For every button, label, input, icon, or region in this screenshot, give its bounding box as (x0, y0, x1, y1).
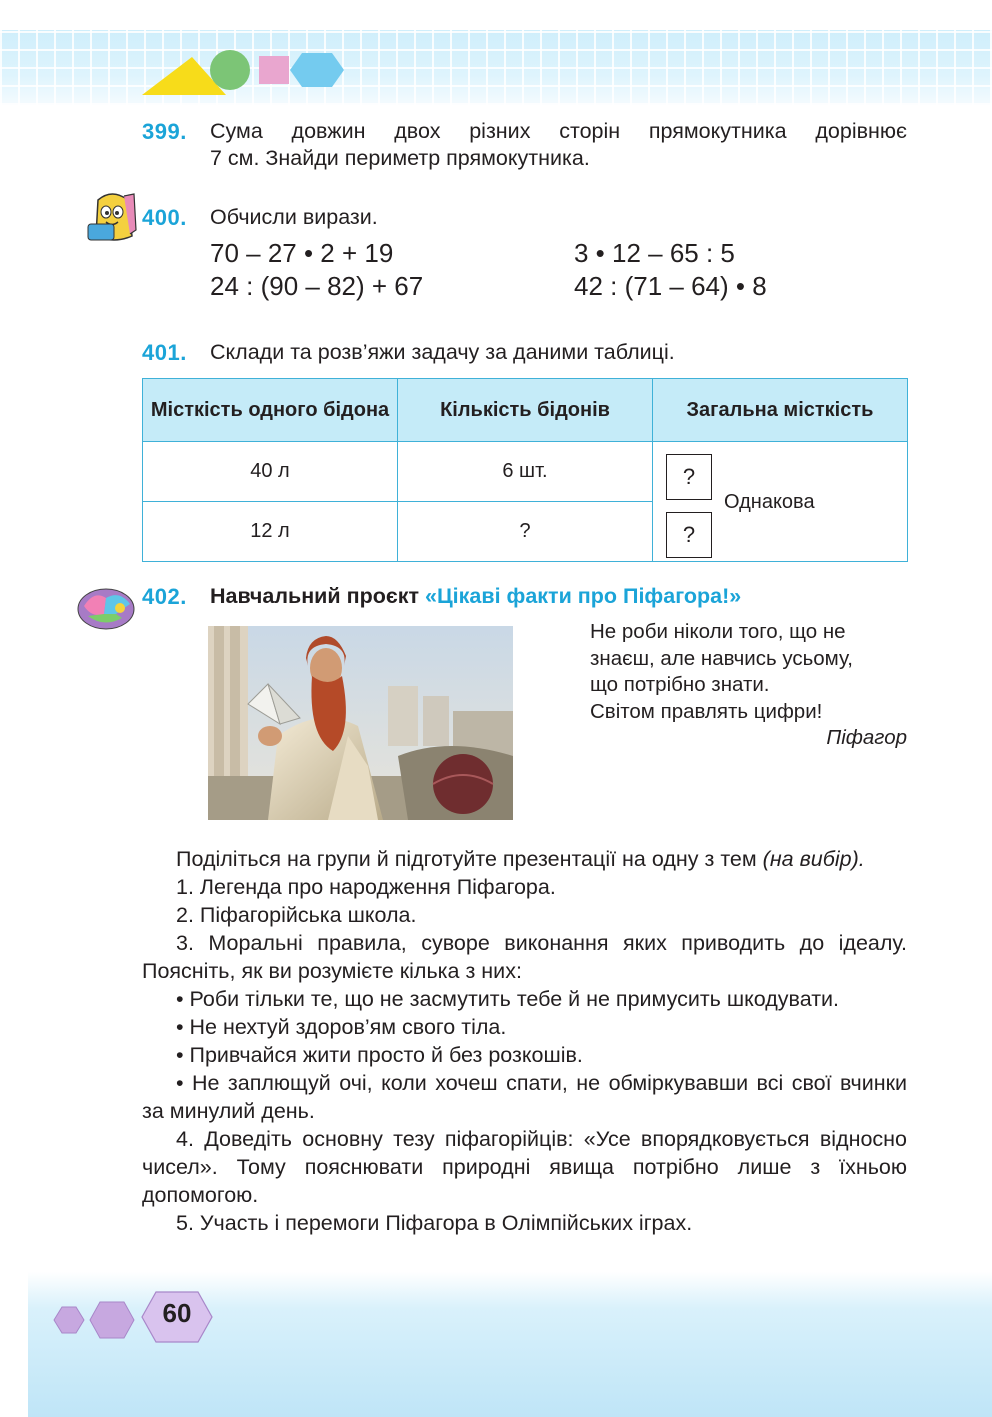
table-header-row (143, 379, 908, 442)
hexagon-page-marker (90, 1302, 134, 1338)
quote-block (590, 619, 853, 725)
total-note: Однакова (724, 491, 815, 513)
backpack-mascot-icon (84, 190, 140, 246)
unknown-box-2: ? (666, 512, 712, 558)
header-capacity: Місткість одного бідона (143, 379, 398, 442)
quote-line-1: Не роби ніколи того, що не (590, 620, 846, 643)
hexagon-shape (290, 53, 344, 87)
task-number-401: 401. (142, 340, 187, 365)
task-number-402: 402. (142, 584, 187, 609)
task-401-text: Склади та розв’яжи задачу за даними таблиці. (210, 340, 675, 364)
circle-shape (210, 50, 250, 90)
header-count: Кількість бідонів (398, 379, 653, 442)
topic-3: 3. Моральні правила, суворе виконання яких приводить до ідеалу. Поясніть, як ви розумієте кілька з них: (142, 931, 907, 983)
intro-paragraph (142, 845, 907, 873)
intro-italic: (на вибір). (762, 847, 865, 871)
cell-total (653, 442, 908, 562)
expression-4: 42 : (71 – 64) • 8 (574, 271, 767, 301)
task-number-399: 399. (142, 119, 187, 144)
cell-count-1: 6 шт. (398, 442, 653, 502)
project-label: Навчальний проєкт (210, 584, 420, 608)
data-table (142, 378, 908, 562)
header-total: Загальна місткість (653, 379, 908, 442)
header-shapes (140, 45, 350, 97)
expression-1: 70 – 27 • 2 + 19 (210, 238, 394, 268)
cell-capacity-2: 12 л (143, 502, 398, 562)
quote-line-3: що потрібно знати. (590, 673, 770, 696)
project-body (142, 845, 907, 1237)
pythagoras-illustration (208, 626, 513, 820)
topic-4: 4. Доведіть основну тезу піфагорійців: «Усе впорядковується відносно чисел». Тому пояснювати природні явища потрібно лише з їхньою допомогою. (142, 1127, 907, 1207)
task-399-line2: 7 см. Знайди периметр прямокутника. (210, 146, 590, 170)
task-number-400: 400. (142, 205, 187, 230)
task-399-line1: Сума довжин двох різних сторін прямокутника дорівнює (210, 119, 907, 143)
intro-text: Поділіться на групи й підготуйте презентації на одну з тем (176, 847, 757, 871)
task-402-title (210, 584, 741, 609)
expression-2: 3 • 12 – 65 : 5 (574, 238, 735, 268)
expression-3: 24 : (90 – 82) + 67 (210, 271, 424, 301)
rule-bullet-4: • Не заплющуй очі, коли хочеш спати, не обміркувавши всі свої вчинки за минулий день. (142, 1071, 907, 1123)
page-number: 60 (162, 1298, 192, 1328)
quote-author: Піфагор (826, 726, 907, 749)
project-name: «Цікаві факти про Піфагора!» (425, 584, 742, 608)
rule-bullet-2: • Не нехтуй здоров’ям свого тіла. (176, 1015, 507, 1039)
quote-line-4: Світом правлять цифри! (590, 699, 823, 723)
puzzle-icon (76, 584, 136, 634)
topic-5: 5. Участь і перемоги Піфагора в Олімпійських іграх. (176, 1211, 693, 1235)
task-400-text: Обчисли вирази. (210, 205, 378, 229)
quote-line-2: знаєш, але навчись усьому, (590, 646, 853, 670)
unknown-box-1: ? (666, 454, 712, 500)
topic-2: 2. Піфагорійська школа. (176, 903, 417, 927)
cell-count-2: ? (398, 502, 653, 562)
square-shape (259, 56, 289, 84)
rule-bullet-1: • Роби тільки те, що не засмутить тебе й не примусить шкодувати. (176, 987, 840, 1011)
hexagon-page-marker (54, 1307, 84, 1333)
rule-bullet-3: • Привчайся жити просто й без розкошів. (176, 1043, 583, 1067)
cell-capacity-1: 40 л (143, 442, 398, 502)
table-row (143, 442, 908, 502)
topic-1: 1. Легенда про народження Піфагора. (176, 875, 556, 899)
